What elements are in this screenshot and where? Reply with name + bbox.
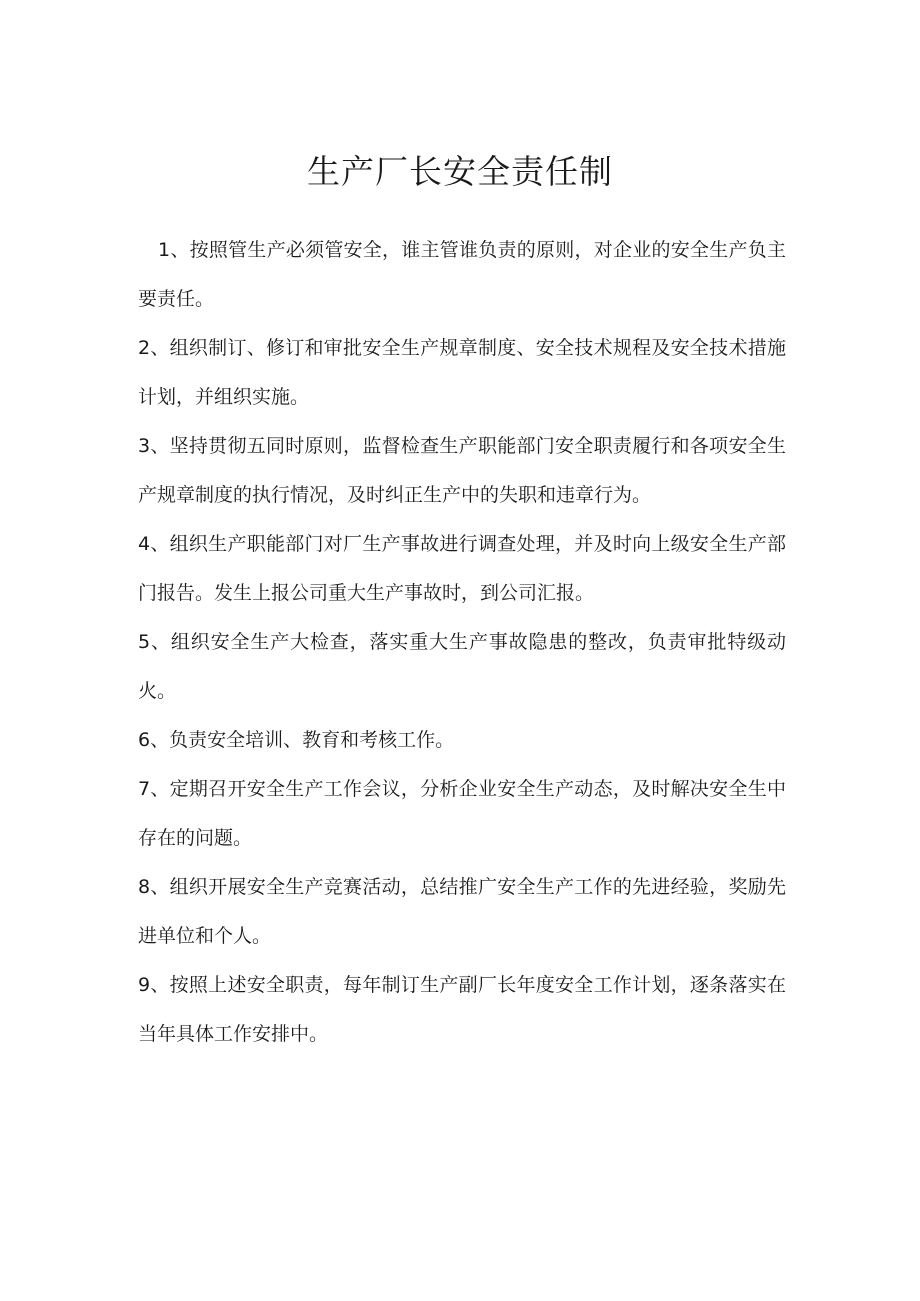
clause-8: 8、组织开展安全生产竞赛活动，总结推广安全生产工作的先进经验，奖励先进单位和个人。 [138, 876, 786, 947]
document-body [138, 226, 786, 1059]
clause-7: 7、定期召开安全生产工作会议，分析企业安全生产动态，及时解决安全生中存在的问题。 [138, 778, 786, 849]
clause-1: 1、按照管生产必须管安全，谁主管谁负责的原则，对企业的安全生产负主要责任。 [138, 239, 786, 310]
clause-2: 2、组织制订、修订和审批安全生产规章制度、安全技术规程及安全技术措施计划，并组织实施。 [138, 337, 786, 408]
clause-9: 9、按照上述安全职责，每年制订生产副厂长年度安全工作计划，逐条落实在当年具体工作安排中。 [138, 974, 786, 1045]
clause-6: 6、负责安全培训、教育和考核工作。 [138, 729, 455, 751]
document-title: 生产厂长安全责任制 [307, 152, 613, 191]
clause-4: 4、组织生产职能部门对厂生产事故进行调查处理，并及时向上级安全生产部门报告。发生上报公司重大生产事故时，到公司汇报。 [138, 533, 786, 604]
clause-3: 3、坚持贯彻五同时原则，监督检查生产职能部门安全职责履行和各项安全生产规章制度的执行情况，及时纠正生产中的失职和违章行为。 [138, 435, 786, 506]
clause-5: 5、组织安全生产大检查，落实重大生产事故隐患的整改，负责审批特级动火。 [138, 631, 786, 702]
